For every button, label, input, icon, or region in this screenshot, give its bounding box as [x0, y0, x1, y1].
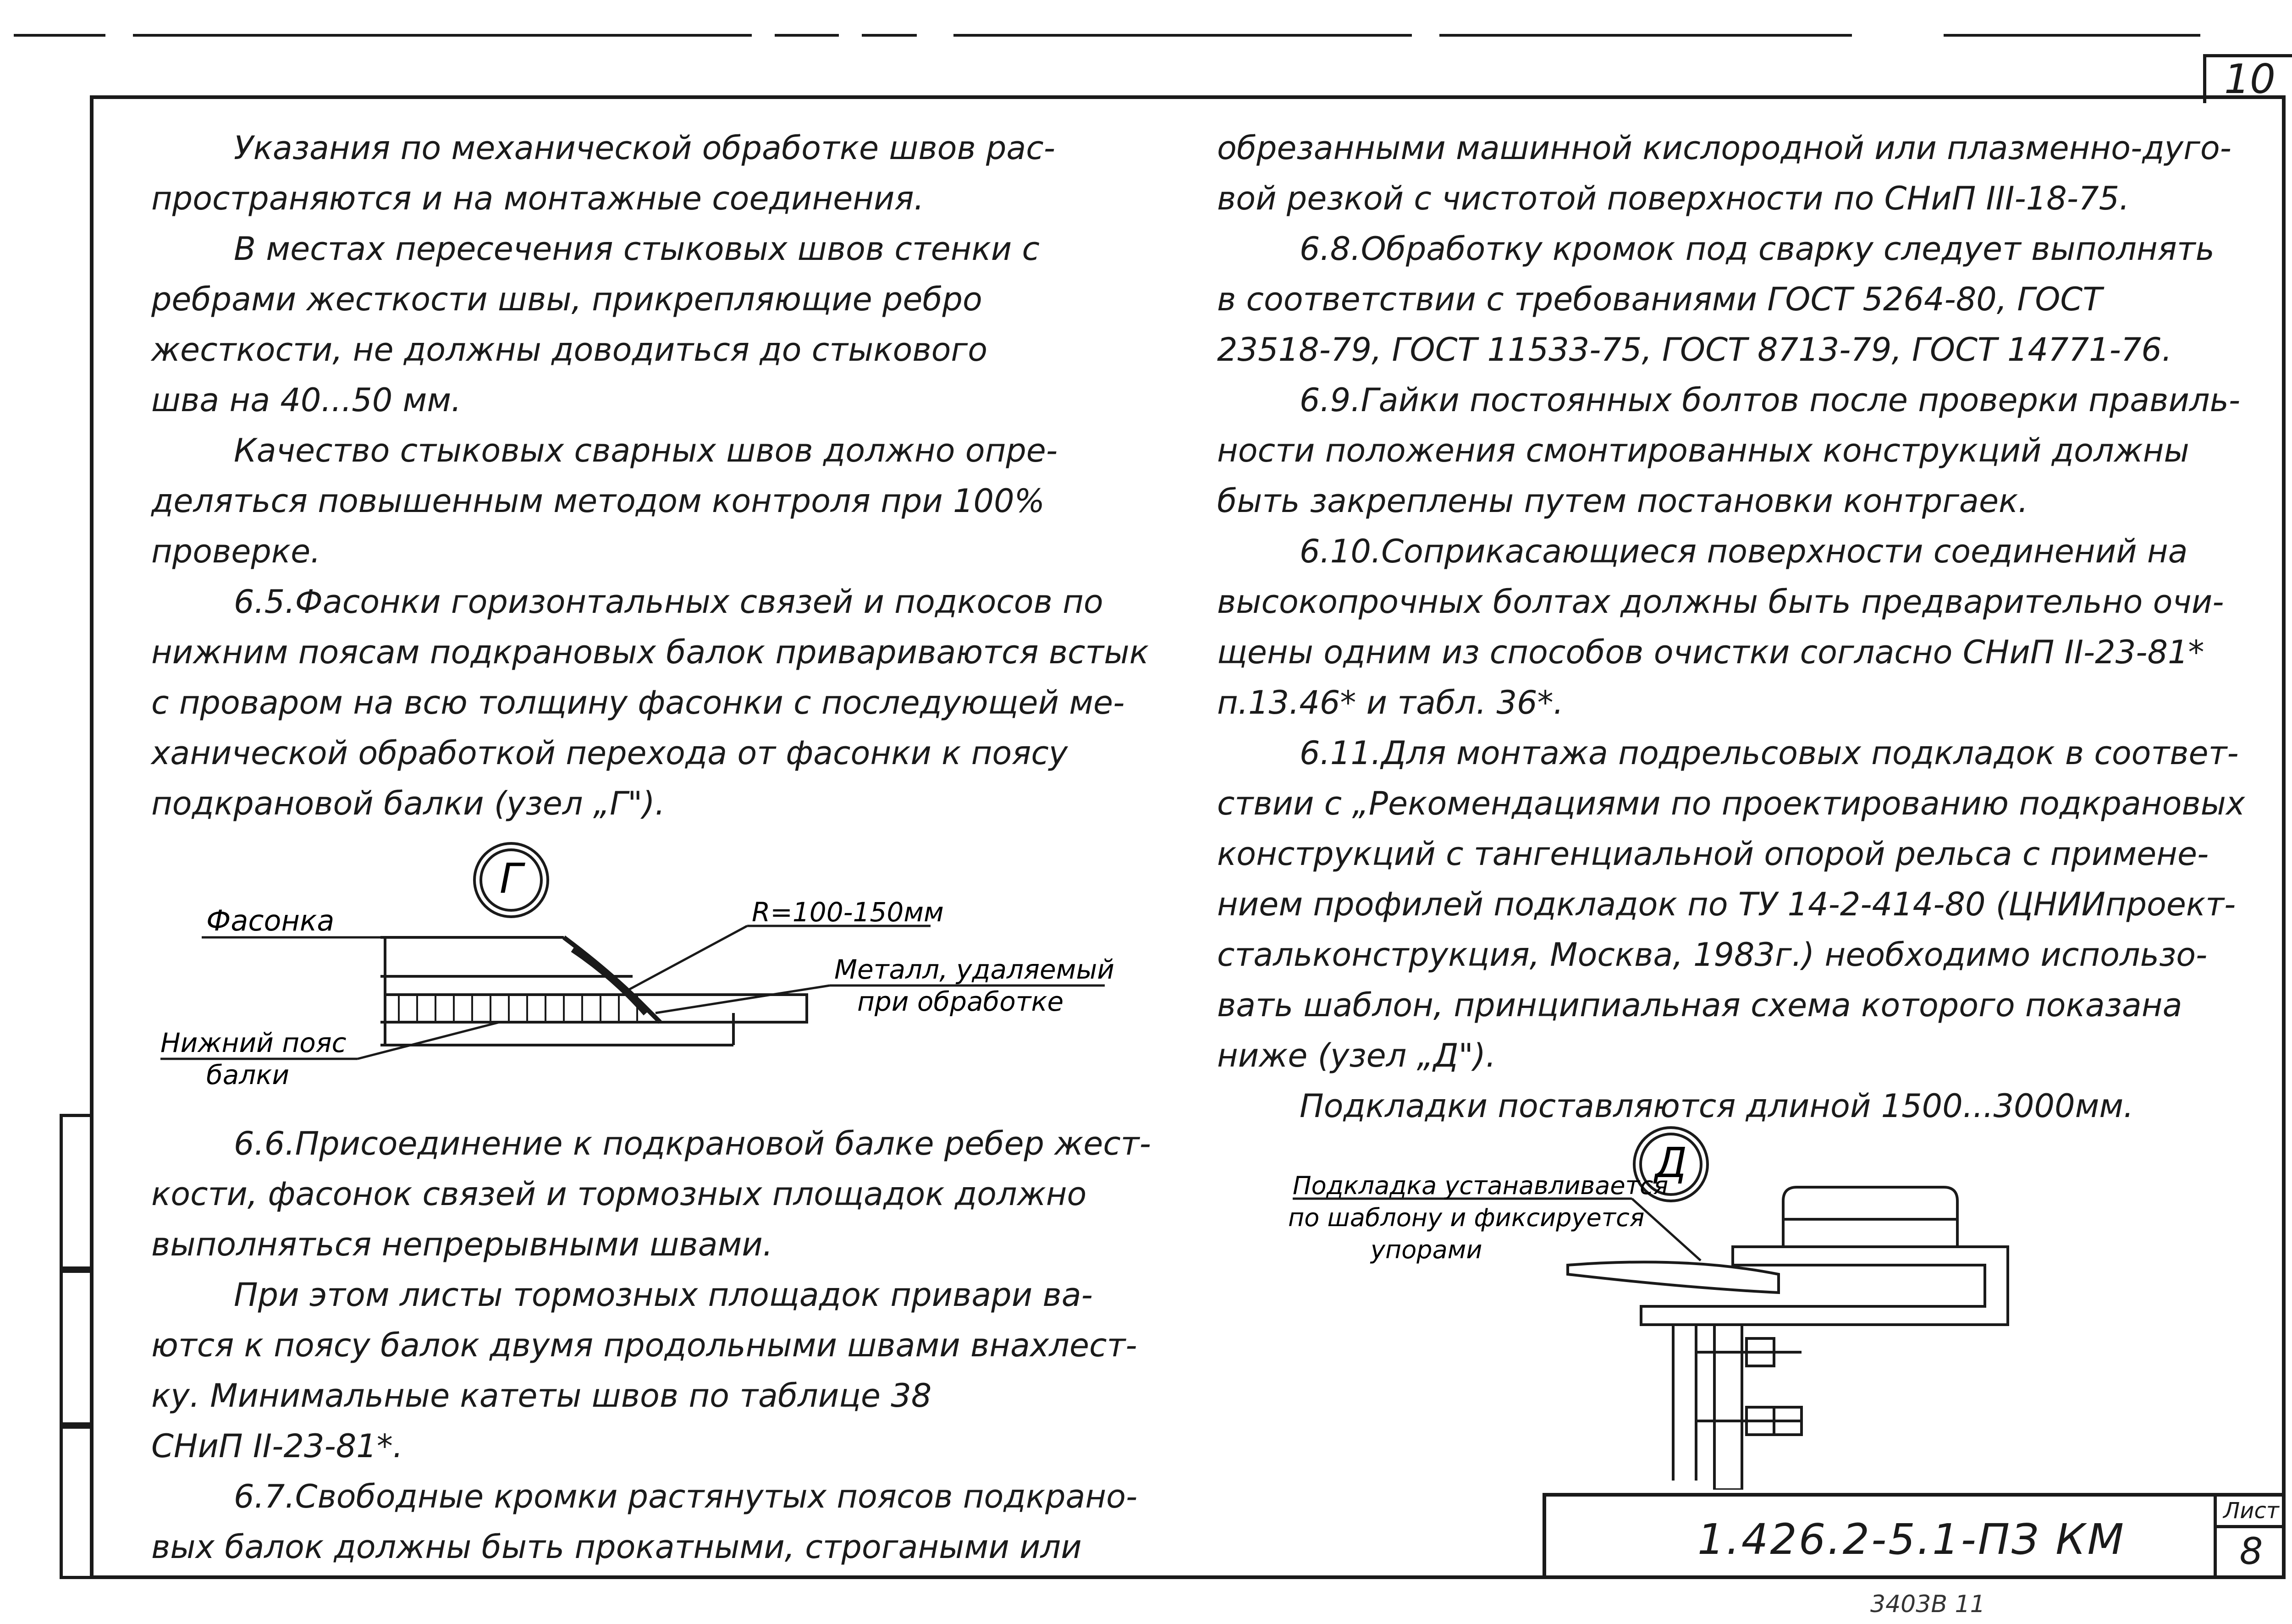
text-line: кости, фасонок связей и тормозных площадок должно [151, 1175, 1087, 1213]
text-line: высокопрочных болтах должны быть предварительно очи- [1217, 583, 2224, 621]
text-line: нием профилей подкладок по ТУ 14-2-414-80 (ЦНИИпроект- [1217, 886, 2236, 923]
text-line: При этом листы тормозных площадок привари ва- [234, 1276, 1093, 1314]
text-line: вых балок должны быть прокатными, строгаными или [151, 1528, 1082, 1566]
diagram-node-d [1274, 1123, 2260, 1490]
text-line: 6.11.Для монтажа подрельсовых подкладок в соответ- [1300, 734, 2239, 772]
text-line: п.13.46* и табл. 36*. [1217, 684, 1564, 721]
binding-box [60, 1114, 92, 1270]
label-belt-1: Нижний пояс [160, 1027, 347, 1058]
node-d-label: Д [1654, 1139, 1687, 1187]
sheet-label: Лист [2217, 1497, 2286, 1528]
node-g-label: Г [499, 855, 523, 903]
text-line: ности положения смонтированных конструкций должны [1217, 432, 2189, 469]
label-belt-2: балки [206, 1059, 290, 1090]
hatching [399, 995, 637, 1022]
label-d-3: упорами [1371, 1235, 1482, 1264]
label-fasonka: Фасонка [206, 904, 335, 937]
text-line: стальконструкция, Москва, 1983г.) необходимо использо- [1217, 936, 2208, 974]
label-d-2: по шаблону и фиксируется [1288, 1203, 1645, 1232]
bottom-note: 3403В 11 [1870, 1591, 1985, 1618]
text-line: ханической обработкой перехода от фасонки к поясу [151, 734, 1068, 772]
label-d-1: Подкладка устанавливается [1293, 1171, 1669, 1200]
text-line: ствии с „Рекомендациями по проектированию подкрановых [1217, 785, 2245, 822]
text-line: с проваром на всю толщину фасонки с последующей ме- [151, 684, 1125, 721]
diagram-node-g [151, 839, 1137, 1123]
text-line: быть закреплены путем постановки контргаек. [1217, 482, 2028, 520]
binding-box [60, 1426, 92, 1579]
label-radius: R=100-150мм [752, 897, 944, 928]
left-column-top [151, 123, 1149, 829]
text-line: деляться повышенным методом контроля при 100% [151, 482, 1045, 520]
text-line: в соответствии с требованиями ГОСТ 5264-80, ГОСТ [1217, 281, 2103, 318]
text-line: Подкладки поставляются длиной 1500...3000мм. [1300, 1087, 2134, 1125]
text-line: ребрами жесткости швы, прикрепляющие ребро [151, 281, 982, 318]
text-line: 6.5.Фасонки горизонтальных связей и подкосов по [234, 583, 1103, 621]
text-line: 23518-79, ГОСТ 11533-75, ГОСТ 8713-79, ГОСТ 14771-76. [1217, 331, 2172, 369]
left-column-bottom [151, 1118, 1151, 1572]
label-metal-1: Металл, удаляемый [834, 954, 1114, 985]
text-line: проверке. [151, 533, 321, 570]
text-line: вой резкой с чистотой поверхности по СНиП III-18-75. [1217, 180, 2130, 217]
text-line: Качество стыковых сварных швов должно опре- [234, 432, 1058, 469]
sheet-number: 8 [2239, 1530, 2263, 1573]
text-line: 6.8.Обработку кромок под сварку следует выполнять [1300, 230, 2215, 268]
label-metal-2: при обработке [857, 986, 1064, 1017]
text-line: выполняться непрерывными швами. [151, 1226, 773, 1263]
text-line: вать шаблон, принципиальная схема которого показана [1217, 986, 2182, 1024]
text-line: ются к поясу балок двумя продольными швами внахлест- [151, 1327, 1137, 1364]
text-line: подкрановой балки (узел „Г"). [151, 785, 665, 822]
text-line: 6.6.Присоединение к подкрановой балке ребер жест- [234, 1125, 1151, 1162]
text-line: В местах пересечения стыковых швов стенки с [234, 230, 1040, 268]
sheet-corner-number: 10 [2203, 54, 2292, 103]
text-line: ниже (узел „Д"). [1217, 1037, 1496, 1074]
sheet-number-cell [2214, 1497, 2286, 1579]
text-line: щены одним из способов очистки согласно СНиП II-23-81* [1217, 633, 2204, 671]
text-line: Указания по механической обработке швов рас- [234, 129, 1056, 167]
document-code: 1.426.2-5.1-ПЗ КМ [1697, 1515, 2126, 1564]
text-line: пространяются и на монтажные соединения. [151, 180, 924, 217]
text-line: жесткости, не должны доводиться до стыкового [151, 331, 988, 369]
text-line: СНиП II-23-81*. [151, 1427, 403, 1465]
text-line: обрезанными машинной кислородной или плазменно-дуго- [1217, 129, 2231, 167]
right-column [1217, 123, 2245, 1131]
text-line: ку. Минимальные катеты швов по таблице 38 [151, 1377, 932, 1415]
binding-box [60, 1270, 92, 1426]
text-line: нижним поясам подкрановых балок привариваются встык [151, 633, 1149, 671]
text-line: конструкций с тангенциальной опорой рельса с примене- [1217, 835, 2209, 873]
text-line: 6.10.Соприкасающиеся поверхности соединений на [1300, 533, 2188, 570]
text-line: шва на 40...50 мм. [151, 381, 462, 419]
text-line: 6.7.Свободные кромки растянутых поясов подкрано- [234, 1478, 1138, 1515]
text-line: 6.9.Гайки постоянных болтов после проверки правиль- [1300, 381, 2241, 419]
title-stamp [1543, 1493, 2286, 1579]
